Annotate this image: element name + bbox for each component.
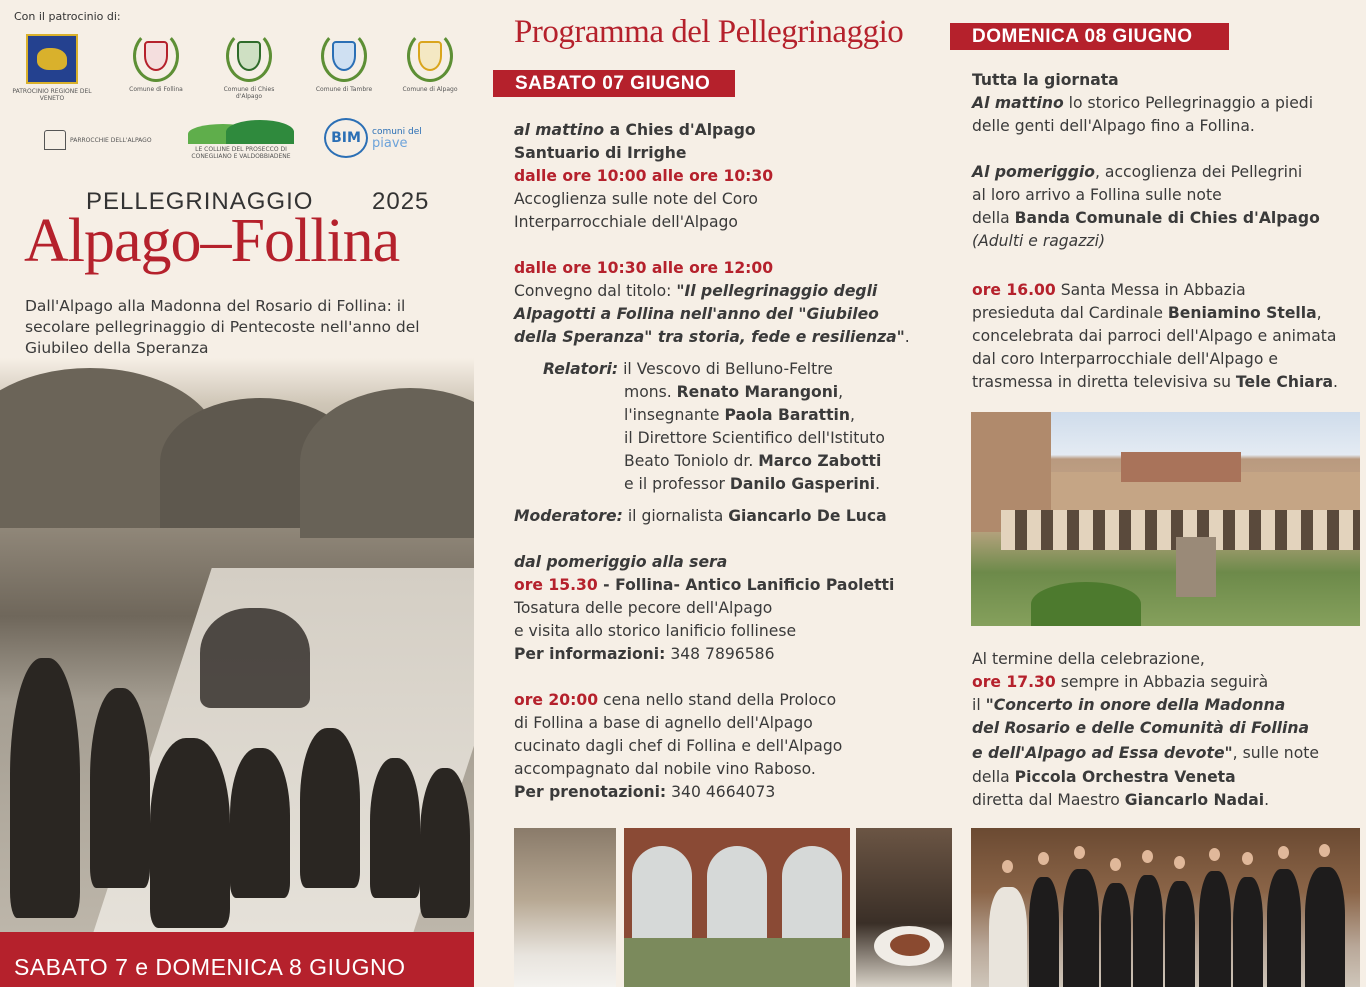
speakers-line: Beato Toniolo dr. Marco Zabotti <box>624 452 882 470</box>
schedule-line: presieduta dal Cardinale Beniamino Stella, <box>972 304 1322 322</box>
schedule-line: Convegno dal titolo: "Il pellegrinaggio degli <box>514 282 878 300</box>
follina-crest-icon <box>144 41 168 71</box>
schedule-line: della Speranza" tra storia, fede e resilienza". <box>514 328 910 346</box>
intro-text: Dall'Alpago alla Madonna del Rosario di Follina: il secolare pellegrinaggio di Pentecoste nell'anno del Giubileo della Speranza <box>25 297 420 357</box>
saturday-tag: SABATO 07 GIUGNO <box>493 70 735 97</box>
schedule-line: e visita allo storico lanificio follinese <box>514 622 797 640</box>
schedule-line: ore 16.00 Santa Messa in Abbazia <box>972 281 1246 299</box>
schedule-line: Accoglienza sulle note del Coro <box>514 190 758 208</box>
speakers-line: e il professor Danilo Gasperini. <box>624 475 881 493</box>
schedule-line: Al termine della celebrazione, <box>972 650 1205 668</box>
schedule-line: della Piccola Orchestra Veneta <box>972 768 1236 786</box>
chies-crest-icon <box>237 41 261 71</box>
schedule-line: al mattino a Chies d'Alpago <box>514 121 756 139</box>
dinner-photo <box>856 828 952 987</box>
moderator-line: Moderatore: il giornalista Giancarlo De Luca <box>514 507 887 525</box>
schedule-line: del Rosario e delle Comunità di Follina <box>972 719 1309 737</box>
speakers-line: il Direttore Scientifico dell'Istituto <box>624 429 885 447</box>
schedule-line: e dell'Alpago ad Essa devote", sulle note <box>972 744 1319 762</box>
schedule-line: cucinato dagli chef di Follina e dell'Alpago <box>514 737 843 755</box>
orchestra-photo <box>971 828 1360 987</box>
sheep-shearing-photo <box>514 828 616 987</box>
schedule-line: ore 15.30 - Follina- Antico Lanificio Paoletti <box>514 576 895 594</box>
schedule-line: Al mattino lo storico Pellegrinaggio a piedi <box>972 94 1314 112</box>
speakers-line: mons. Renato Marangoni, <box>624 383 844 401</box>
schedule-time: dalle ore 10:30 alle ore 12:00 <box>514 259 774 277</box>
schedule-line: diretta dal Maestro Giancarlo Nadai. <box>972 791 1270 809</box>
comune-alpago-logo: Comune di Alpago <box>400 30 460 93</box>
sunday-program-panel <box>950 0 1366 987</box>
saturday-program-panel <box>490 0 952 987</box>
program-title: Programma del Pellegrinaggio <box>514 14 904 50</box>
comune-tambre-logo: Comune di Tambre <box>314 30 374 93</box>
schedule-line: Interparrocchiale dell'Alpago <box>514 213 738 231</box>
event-dates-bar: SABATO 7 e DOMENICA 8 GIUGNO <box>0 932 474 987</box>
schedule-line: il "Concerto in onore della Madonna <box>972 696 1286 714</box>
bim-piave-logo: BIM comuni del piave <box>324 118 424 158</box>
schedule-line: Alpagotti a Follina nell'anno del "Giubileo <box>514 305 879 323</box>
schedule-line: dal pomeriggio alla sera <box>514 553 728 571</box>
schedule-line: (Adulti e ragazzi) <box>972 232 1106 250</box>
schedule-time: dalle ore 10:00 alle ore 10:30 <box>514 167 774 185</box>
booking-phone: Per prenotazioni: 340 4664073 <box>514 783 776 801</box>
title-year: 2025 <box>372 188 430 215</box>
colline-prosecco-logo: LE COLLINE DEL PROSECCO DI CONEGLIANO E VALDOBBIADENE <box>186 118 296 160</box>
schedule-line: concelebrata dai parroci dell'Alpago e animata <box>972 327 1337 345</box>
schedule-line: della Banda Comunale di Chies d'Alpago <box>972 209 1320 227</box>
hills-icon <box>188 118 294 144</box>
schedule-line: al loro arrivo a Follina sulle note <box>972 186 1222 204</box>
schedule-line: Tosatura delle pecore dell'Alpago <box>514 599 773 617</box>
parrocchie-alpago-logo: PARROCCHIE DELL'ALPAGO <box>44 130 154 150</box>
schedule-line: delle genti dell'Alpago fino a Follina. <box>972 117 1255 135</box>
speakers-line: l'insegnante Paola Barattin, <box>624 406 855 424</box>
historic-pilgrimage-photo <box>0 358 474 932</box>
schedule-line: ore 20:00 cena nello stand della Proloco <box>514 691 837 709</box>
sunday-tag: DOMENICA 08 GIUGNO <box>950 23 1229 50</box>
church-icon <box>44 130 66 150</box>
schedule-line: accompagnato dal nobile vino Raboso. <box>514 760 816 778</box>
abbey-cloister-photo <box>971 412 1360 626</box>
schedule-line: trasmessa in diretta televisiva su Tele Chiara. <box>972 373 1339 391</box>
tambre-crest-icon <box>332 41 356 71</box>
comune-follina-logo: Comune di Follina <box>126 30 186 93</box>
schedule-line: di Follina a base di agnello dell'Alpago <box>514 714 813 732</box>
alpago-crest-icon <box>418 41 442 71</box>
abbey-cloister-photo <box>624 828 850 987</box>
lion-icon <box>37 48 67 70</box>
info-phone: Per informazioni: 348 7896586 <box>514 645 775 663</box>
title-pellegrinaggio: PELLEGRINAGGIO <box>86 188 314 215</box>
schedule-line: Tutta la giornata <box>972 71 1119 89</box>
speakers-line: Relatori: il Vescovo di Belluno-Feltre <box>543 360 833 378</box>
patronage-label: Con il patrocinio di: <box>14 10 121 23</box>
comune-chies-logo: Comune di Chies d'Alpago <box>214 30 284 100</box>
main-title: Alpago–Follina <box>24 207 400 275</box>
schedule-line: ore 17.30 sempre in Abbazia seguirà <box>972 673 1269 691</box>
saturday-photos <box>514 828 952 987</box>
schedule-line: dal coro Interparrocchiale dell'Alpago e <box>972 350 1278 368</box>
poster-left-panel <box>0 0 474 987</box>
schedule-line: Santuario di Irrighe <box>514 144 687 162</box>
regione-veneto-logo: PATROCINIO REGIONE DEL VENETO <box>12 34 92 102</box>
schedule-line: Al pomeriggio, accoglienza dei Pellegrini <box>972 163 1303 181</box>
